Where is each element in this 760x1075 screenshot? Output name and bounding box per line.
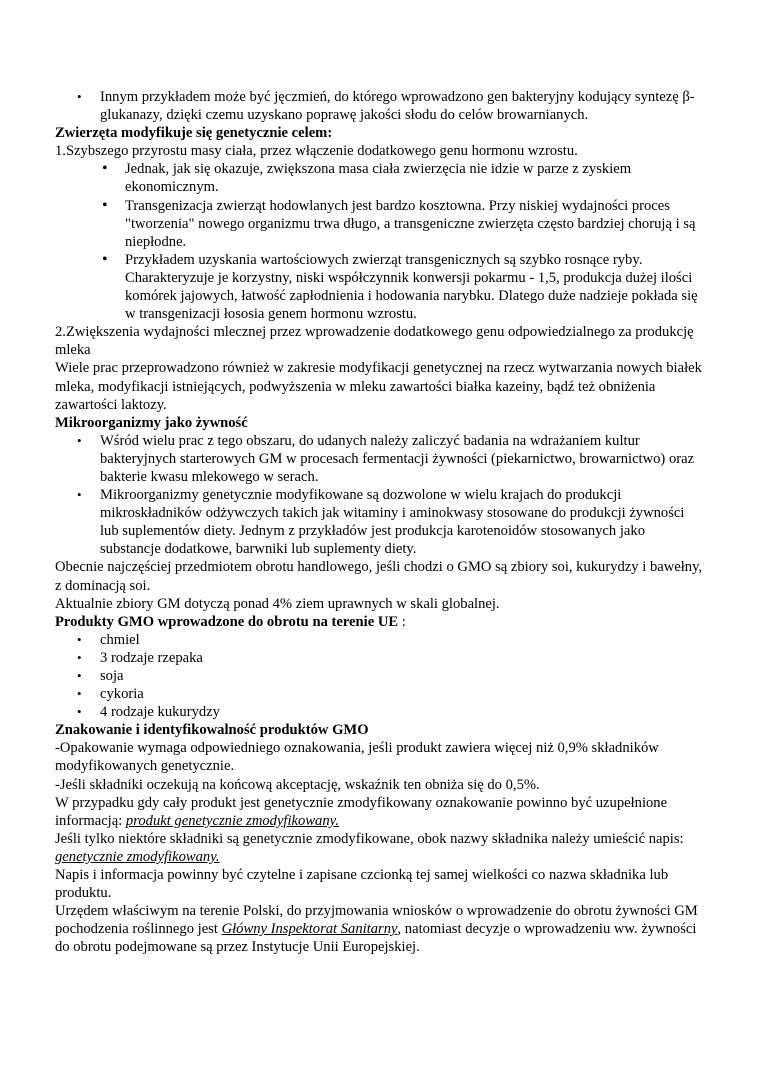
label-text-product: produkt genetycznie zmodyfikowany. (125, 812, 339, 829)
labelling-p3-text: W przypadku gdy cały produkt jest genetycznie zmodyfikowany oznakowanie powinno być uzupełnione informacją: (55, 794, 668, 829)
milk-paragraph: Wiele prac przeprowadzono również w zakresie modyfikacji genetycznej na rzecz wytwarzania nowych białek mleka, modyfikacji istniejących, podwyższenia w mleku zawartości białka kazeiny, bądź też obniżenia zawartości laktozy. (55, 360, 702, 413)
labelling-p4 (55, 830, 705, 866)
list-item: • Transgenizacja zwierząt hodowlanych jest bardzo kosztowna. Przy niskiej wydajności proces "tworzenia" nowego organizmu trwa długo, a transgeniczne zwierzęta często bardziej chorują i są niepłodne. (55, 197, 705, 251)
list-item: • soja (55, 667, 705, 685)
numbered-item-2: 2.Zwiększenia wydajności mlecznej przez wprowadzenie dodatkowego genu odpowiedzialnego za produkcję mleka (55, 324, 694, 359)
document-page (55, 88, 705, 957)
list-item: • Wśród wielu prac z tego obszaru, do udanych należy zaliczyć badania na wdrażaniem kultur bakteryjnych starterowych GM w procesach fermentacji żywności (piekarnictwo, browarnictwo) oraz bakterie kwasu mlekowego w serach. (55, 432, 705, 486)
section-heading-products-line (55, 613, 705, 631)
labelling-p4-text: Jeśli tylko niektóre składniki są genetycznie zmodyfikowane, obok nazwy składnika należy umieścić napis: (55, 830, 684, 847)
list-item: • 3 rodzaje rzepaka (55, 649, 705, 667)
list-item: • Mikroorganizmy genetycznie modyfikowane są dozwolone w wielu krajach do produkcji mikroskładników odżywczych takich jak witaminy i aminokwasy stosowane do produkcji żywności lub suplementów diety. Jednym z przykładów jest produkcja karotenoidów stosowanych jako substancje dodatkowe, barwniki lub suplementy diety. (55, 486, 705, 558)
trade-paragraph: Obecnie najczęściej przedmiotem obrotu handlowego, jeśli chodzi o GMO są zbiory soi, kukurydzy i bawełny, z dominacją soi. (55, 559, 703, 594)
label-text-ingredient: genetycznie zmodyfikowany. (55, 848, 220, 865)
list-item: • Jednak, jak się okazuje, zwiększona masa ciała zwierzęcia nie idzie w parze z zyskiem ekonomicznym. (55, 160, 705, 196)
list-item: • Innym przykładem może być jęczmień, do którego wprowadzono gen bakteryjny kodujący syntezę β- glukanazy, dzięki czemu uzyskano poprawę jakości słodu do celów browarnianych. (55, 88, 705, 124)
list-item: • chmiel (55, 631, 705, 649)
section-heading-labelling: Znakowanie i identyfikowalność produktów GMO (55, 722, 369, 739)
inspectorate-link[interactable]: Główny Inspektorat Sanitarny (221, 921, 398, 938)
section-heading-animals: Zwierzęta modyfikuje się genetycznie celem: (55, 125, 333, 142)
microorganisms-list (55, 432, 705, 559)
list-item: • 4 rodzaje kukurydzy (55, 703, 705, 721)
labelling-p1: -Opakowanie wymaga odpowiedniego oznakowania, jeśli produkt zawiera więcej niż 0,9% składników modyfikowanych genetycznie. (55, 740, 659, 775)
animals-sub-list (55, 160, 705, 323)
labelling-p6-before: Urzędem właściwym na terenie Polski, do przyjmowania wniosków o wprowadzenie do obrotu żywności GM pochodzenia roślinnego jest (55, 903, 698, 938)
crops-paragraph: Aktualnie zbiory GM dotyczą ponad 4% ziem uprawnych w skali globalnej. (55, 595, 500, 612)
section-heading-products: Produkty GMO wprowadzone do obrotu na terenie UE (55, 613, 399, 630)
labelling-p2: -Jeśli składniki oczekują na końcową akceptację, wskaźnik ten obniża się do 0,5%. (55, 776, 540, 793)
numbered-item-1: 1.Szybszego przyrostu masy ciała, przez włączenie dodatkowego genu hormonu wzrostu. (55, 143, 578, 160)
section-heading-microorganisms: Mikroorganizmy jako żywność (55, 414, 248, 431)
labelling-p6-after: , natomiast decyzje o wprowadzeniu ww. żywności do obrotu podejmowane są przez Instytucje Unii Europejskiej. (55, 921, 697, 956)
products-list (55, 631, 705, 721)
heading-colon: : (398, 613, 406, 630)
labelling-p5: Napis i informacja powinny być czytelne i zapisane czcionką tej samej wielkości co nazwa składnika lub produktu. (55, 867, 669, 902)
intro-list (55, 88, 705, 124)
labelling-p3 (55, 794, 705, 830)
labelling-p6 (55, 902, 705, 956)
list-item: • cykoria (55, 685, 705, 703)
list-item: • Przykładem uzyskania wartościowych zwierząt transgenicznych są szybko rosnące ryby. Charakteryzuje je korzystny, niski współczynnik konwersji pokarmu - 1,5, produkcja dużej ilości komórek jajowych, łatwość zapłodnienia i hodowania narybku. Dlatego duże nadzieje pokłada się w transgenizacji łososia genem hormonu wzrostu. (55, 251, 705, 323)
